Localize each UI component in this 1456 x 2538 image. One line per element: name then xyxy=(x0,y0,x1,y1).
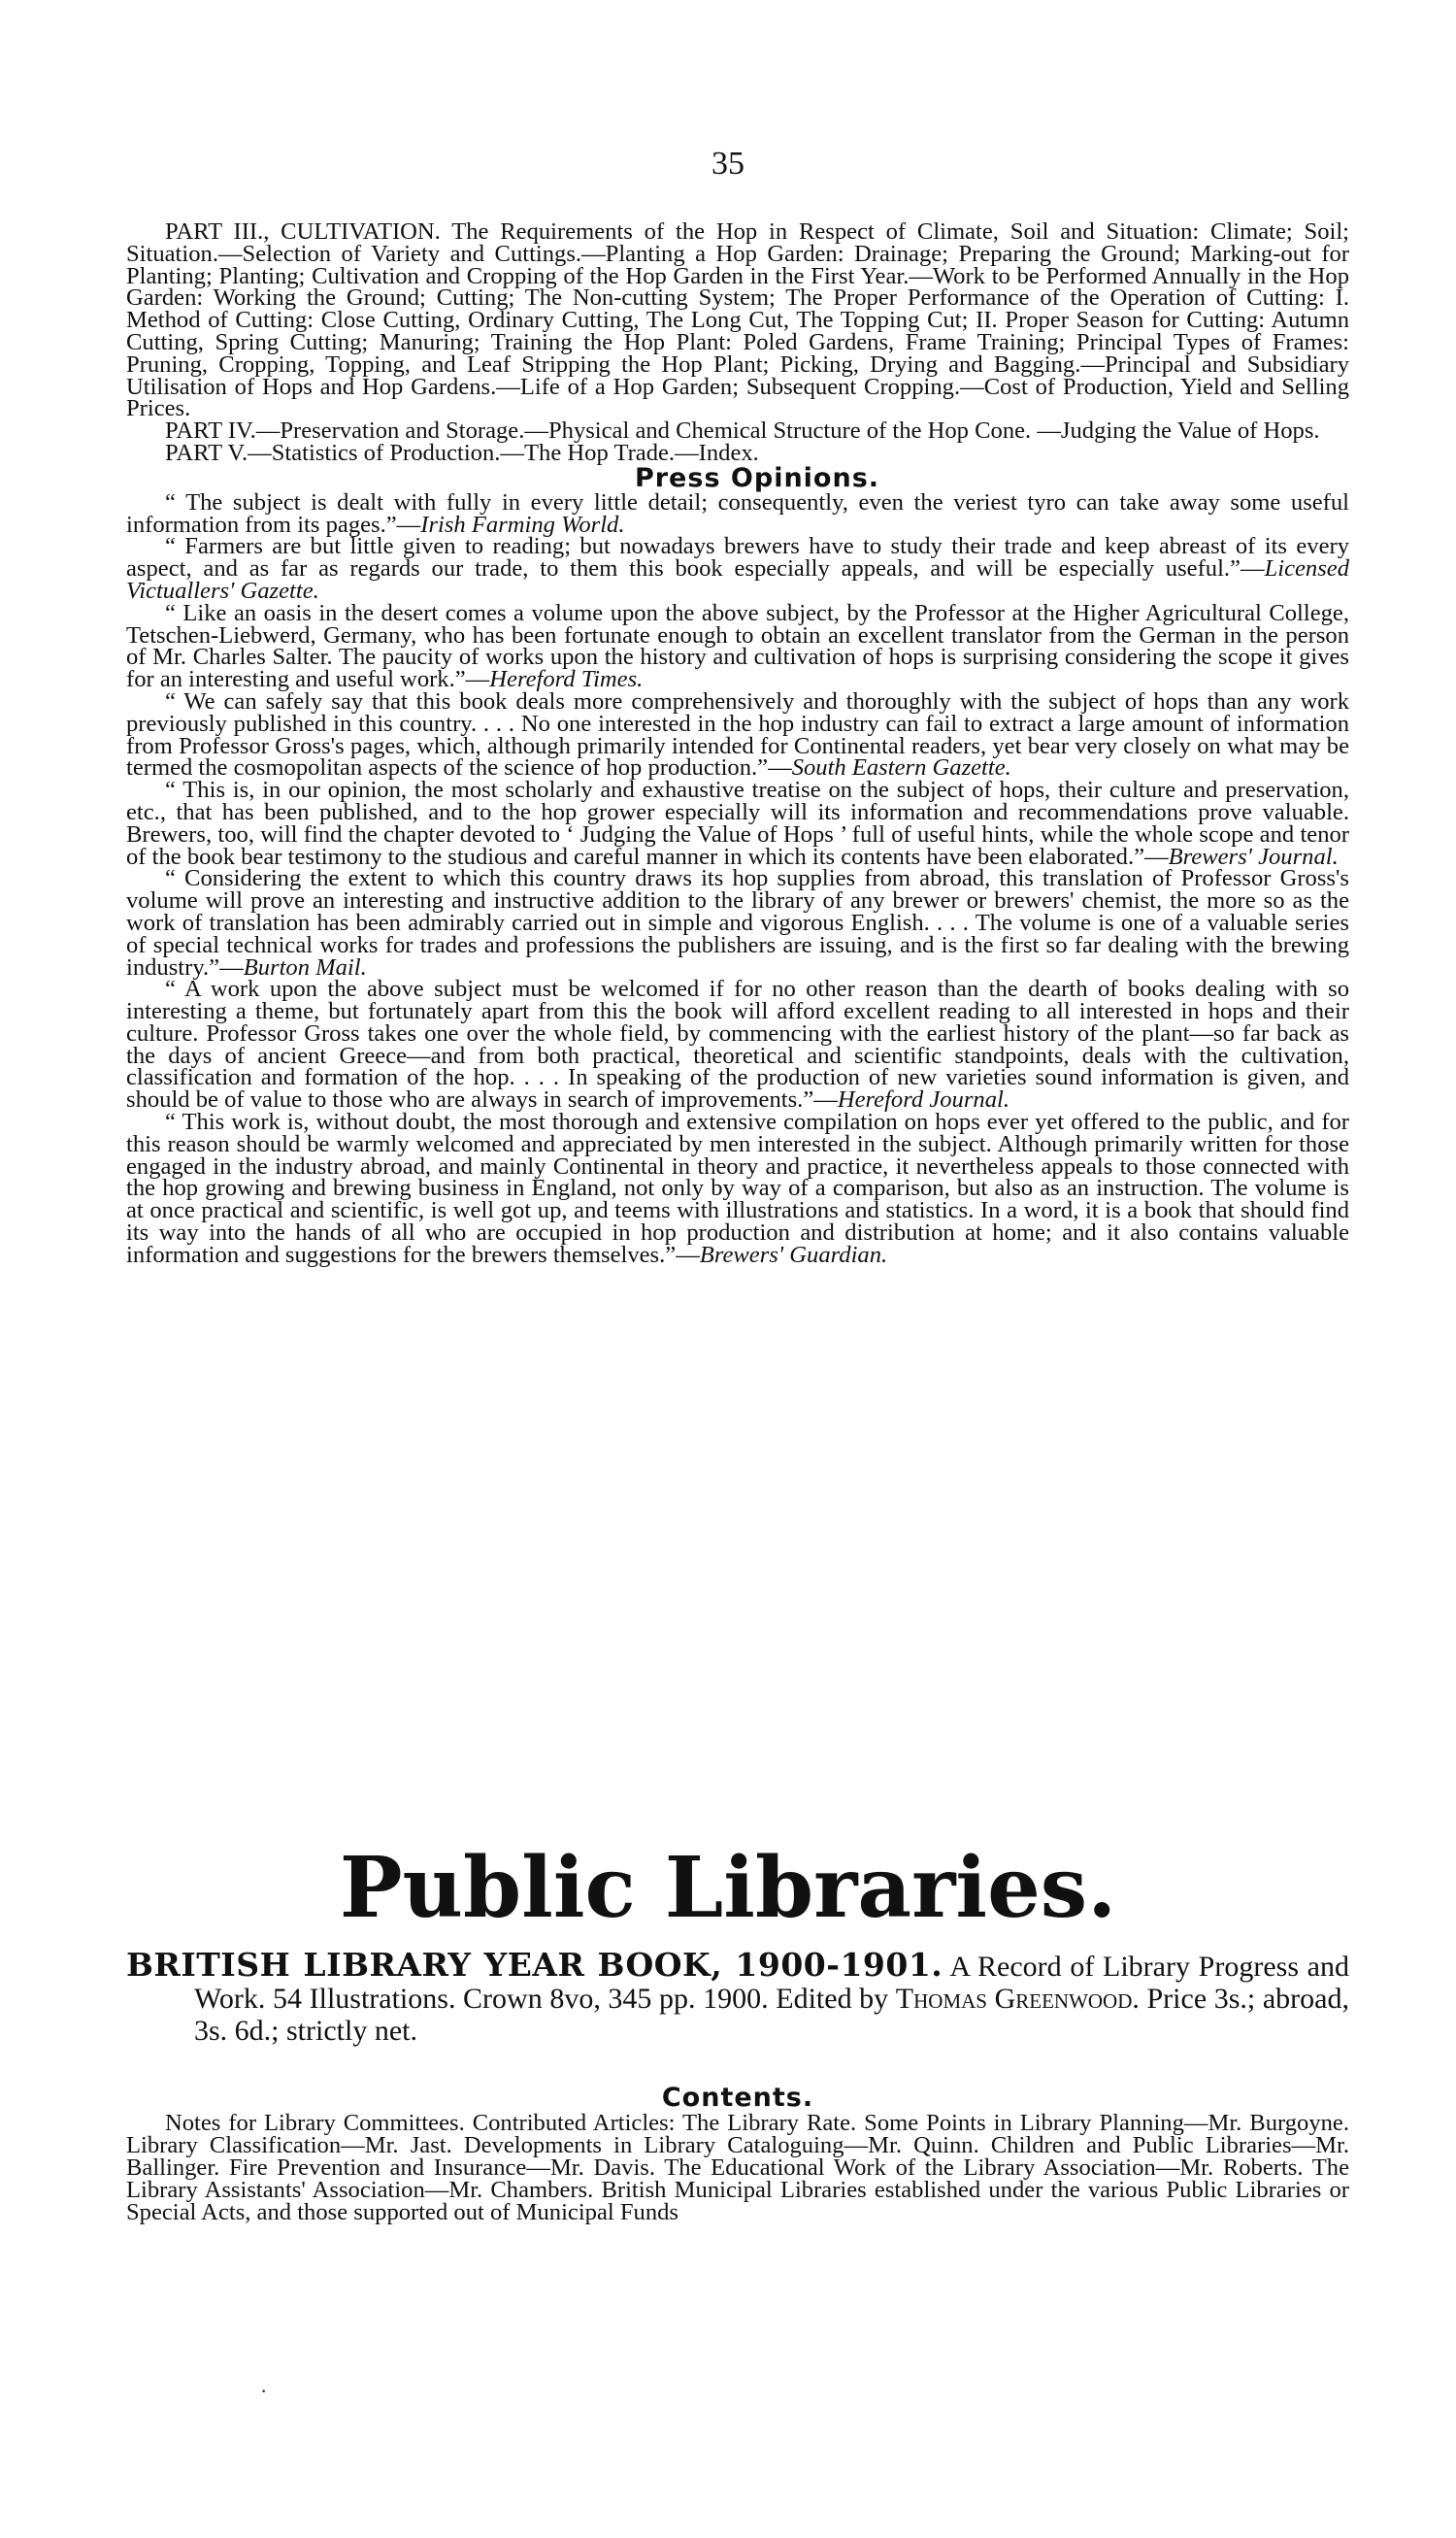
opinion-paragraph xyxy=(126,777,1349,870)
opinion-paragraph xyxy=(126,865,1349,981)
book-price: Price 3s.; abroad, 3s. 6d.; strictly net. xyxy=(194,1983,1349,2047)
part-four-paragraph: PART IV.—Preservation and Storage.—Physical and Chemical Structure of the Hop Cone. —Judging the Value of Hops. xyxy=(165,417,1320,445)
book-title: BRITISH LIBRARY YEAR BOOK, 1900-1901. xyxy=(126,1946,943,1984)
opinion-source: Irish Farming World. xyxy=(420,511,625,538)
contents-block xyxy=(126,2085,1349,2223)
opinion-source: Hereford Journal. xyxy=(837,1086,1009,1114)
opinion-paragraph xyxy=(126,533,1349,604)
book-editor: Thomas Greenwood. xyxy=(895,1983,1140,2015)
opinion-paragraph xyxy=(126,687,1349,782)
opinion-source: Burton Mail. xyxy=(243,953,367,981)
part-three-lead: PART III., CULTIVATION. xyxy=(165,218,441,245)
opinion-text: “ We can safely say that this book deals more comprehensively and thoroughly with the subject of hops than any work previously published in this country. . . . No one interested in the hop industry can fail to extract a large amount of information from Professor Gross's pages, which, although primarily intended for Continental readers, yet bear very closely on what may be termed the cosmopolitan aspects of the science of hop production.”— xyxy=(126,687,1349,782)
press-opinions-heading: Press Opinions. xyxy=(634,462,880,493)
opinion-source: Hereford Times. xyxy=(489,666,644,693)
opinion-source: Brewers' Journal. xyxy=(1168,843,1339,870)
opinion-paragraph xyxy=(126,488,1349,538)
book-entry-paragraph xyxy=(126,1946,1349,2047)
opinion-text: “ Considering the extent to which this country draws its hop supplies from abroad, this translation of Professor Gross's volume will prove an interesting and instructive addition to the library of any brewer or brewers' chemist, the more so as the work of translation has been admirably carried out in simple and vigorous English. . . . The volume is one of a valuable series of special technical works for trades and professions the publishers are issuing, and is the first so far dealing with the brewing industry.”— xyxy=(126,865,1349,981)
opinion-text: “ This work is, without doubt, the most thorough and extensive compilation on hops ever yet offered to the public, and for this reason should be warmly welcomed and appreciated by men interested in the subject. Although primarily written for those engaged in the industry abroad, and mainly Continental in theory and practice, it nevertheless appeals to those connected with the hop growing and brewing business in England, not only by way of a comparison, but also as an instruction. The volume is at once practical and scientific, is well got up, and teems with illustrations and statistics. In a word, it is a book that should find its way into the hands of all who are occupied in hop production and distribution at home; and it also contains valuable information and suggestions for the brewers themselves.”— xyxy=(126,1109,1349,1268)
opinion-paragraph xyxy=(126,599,1349,693)
opinion-source: Licensed Victuallers' Gazette. xyxy=(126,555,1349,604)
contents-text: Notes for Library Committees. Contributed Articles: The Library Rate. Some Points in Library Planning—Mr. Burgoyne. Library Classification—Mr. Jast. Developments in Library Cataloguing—Mr. Quinn. Children and Public Libraries—Mr. Ballinger. Fire Prevention and Insurance—Mr. Davis. The Educational Work of the Library Association—Mr. Roberts. The Library Assistants' Association—Mr. Chambers. British Municipal Libraries established under the various Public Libraries or Special Acts, and those supported out of Municipal Funds xyxy=(126,2110,1349,2225)
public-libraries-title: Public Libraries. xyxy=(339,1839,1117,1937)
opinion-source: South Eastern Gazette. xyxy=(791,754,1011,782)
opinion-paragraph xyxy=(126,1109,1349,1268)
page-number: 35 xyxy=(711,146,745,182)
book-description xyxy=(126,218,1350,1268)
stray-mark: · xyxy=(260,2379,268,2403)
opinion-text: “ This is, in our opinion, the most scholarly and exhaustive treatise on the subject of hops, their culture and preservation, etc., that has been published, and to the hop grower especially will its information and recommendations prove valuable. Brewers, too, will find the chapter devoted to ‘ Judging the Value of Hops ’ full of useful hints, while the whole scope and tenor of the book bear testimony to the studious and careful manner in which its contents have been elaborated.”— xyxy=(126,777,1349,870)
book-details: A Record of Library Progress and Work. 54 Illustrations. Crown 8vo, 345 pp. 1900. Edited by xyxy=(194,1951,1349,2015)
opinion-paragraph xyxy=(126,976,1349,1114)
opinion-text: “ The subject is dealt with fully in every little detail; consequently, even the veriest tyro can take away some useful information from its pages.”— xyxy=(126,488,1349,538)
book-entry xyxy=(126,1946,1349,2047)
opinion-text: “ Like an oasis in the desert comes a volume upon the above subject, by the Professor at the Higher Agricultural College, Tetschen-Liebwerd, Germany, who has been fortunate enough to obtain an excellent translator from the German in the person of Mr. Charles Salter. The paucity of works upon the history and cultivation of hops is surprising considering the scope it gives for an interesting and useful work.”— xyxy=(126,599,1349,693)
opinion-text: “ Farmers are but little given to reading; but nowadays brewers have to study their trade and keep abreast of its every aspect, and as far as regards our trade, to them this book especially appeals, and will be especially useful.”— xyxy=(126,533,1349,583)
part-five-paragraph: PART V.—Statistics of Production.—The Hop Trade.—Index. xyxy=(165,439,759,466)
opinion-source: Brewers' Guardian. xyxy=(699,1241,888,1268)
part-three-text: The Requirements of the Hop in Respect of Climate, Soil and Situation: Climate; Soil; Situation.—Selection of Variety and Cuttings.—Planting a Hop Garden: Drainage; Preparing the Ground; Marking-out for Planting; Planting; Cultivation and Cropping of the Hop Garden in the First Year.—Work to be Performed Annually in the Hop Garden: Working the Ground; Cutting; The Non-cutting System; The Proper Performance of the Operation of Cutting: I. Method of Cutting: Close Cutting, Ordinary Cutting, The Long Cut, The Topping Cut; II. Proper Season for Cutting: Autumn Cutting, Spring Cutting; Manuring; Training the Hop Plant: Poled Gardens, Frame Training; Principal Types of Frames: Pruning, Cropping, Topping, and Leaf Stripping the Hop Plant; Picking, Drying and Bagging.—Principal and Subsidiary Utilisation of Hops and Hop Gardens.—Life of a Hop Garden; Subsequent Cropping.—Cost of Production, Yield and Selling Prices. xyxy=(126,218,1350,422)
contents-heading: Contents. xyxy=(661,2083,814,2113)
opinion-text: “ A work upon the above subject must be welcomed if for no other reason than the dearth of books dealing with so interesting a theme, but fortunately apart from this the book will afford excellent reading to all interested in hops and their culture. Professor Gross takes one over the whole field, by commencing with the earliest history of the plant—so far back as the days of ancient Greece—and from both practical, theoretical and scientific standpoints, deals with the cultivation, classification and formation of the hop. . . . In speaking of the production of new varieties sound information is given, and should be of value to those who are always in search of improvements.”— xyxy=(126,976,1349,1114)
part-three-paragraph xyxy=(126,218,1350,422)
